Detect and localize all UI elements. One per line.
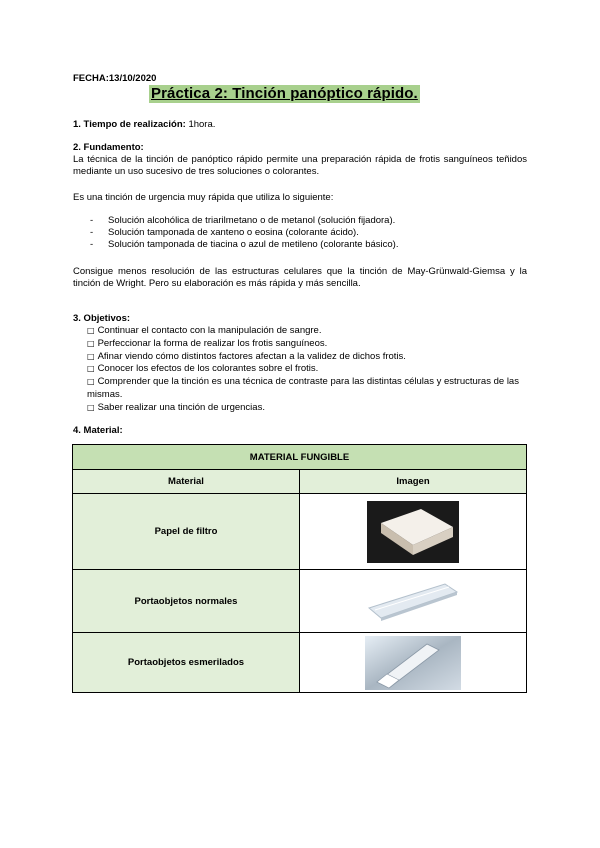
checkbox-glyph-icon: □ xyxy=(87,402,95,412)
material-name: Papel de filtro xyxy=(73,494,300,570)
fundamento-paragraph-3: Consigue menos resolución de las estructuras celulares que la tinción de May-Grünwald-Giemsa y la tinción de Wright. Pero su elaboración es más rápida y más sencilla. xyxy=(73,266,527,289)
list-item: □ Conocer los efectos de los colorantes sobre el frotis. xyxy=(87,363,319,375)
list-item: □ Continuar el contacto con la manipulación de sangre. xyxy=(87,325,322,336)
solutions-list xyxy=(90,215,398,251)
objectives-list xyxy=(87,325,537,415)
column-header-imagen: Imagen xyxy=(300,470,527,494)
checkbox-glyph-icon: □ xyxy=(87,364,95,374)
material-table xyxy=(72,444,527,693)
table-title: MATERIAL FUNGIBLE xyxy=(73,445,527,470)
section-time-label: 1. Tiempo de realización: xyxy=(73,119,186,130)
table-row xyxy=(73,494,527,570)
section-material-label: 4. Material: xyxy=(73,425,123,436)
list-item: - Solución tamponada de tiacina o azul de metileno (colorante básico). xyxy=(90,239,398,251)
date-label: FECHA:13/10/2020 xyxy=(73,73,157,84)
section-fundamento-label: 2. Fundamento: xyxy=(73,142,144,153)
table-row xyxy=(73,633,527,693)
section-time-value: 1hora. xyxy=(185,119,216,130)
checkbox-glyph-icon: □ xyxy=(87,338,95,348)
page-title: Práctica 2: Tinción panóptico rápido. xyxy=(151,85,418,102)
filter-paper-image xyxy=(300,494,527,570)
list-item: □ Saber realizar una tinción de urgencias. xyxy=(87,401,265,413)
checkbox-glyph-icon: □ xyxy=(87,326,95,335)
frosted-slide-image xyxy=(300,633,527,693)
checkbox-glyph-icon: □ xyxy=(87,351,95,361)
list-item: - Solución alcohólica de triarilmetano o de metanol (solución fijadora). xyxy=(90,215,398,227)
fundamento-paragraph-2: Es una tinción de urgencia muy rápida que utiliza lo siguiente: xyxy=(73,192,334,203)
checkbox-glyph-icon: □ xyxy=(87,377,95,387)
fundamento-paragraph-1: La técnica de la tinción de panóptico rápido permite una preparación rápida de frotis sanguíneos teñidos mediante un uso sucesivo de tres soluciones o colorantes. xyxy=(73,154,527,177)
material-name: Portaobjetos normales xyxy=(73,570,300,633)
list-item: - Solución tamponada de xanteno o eosina (colorante ácido). xyxy=(90,227,398,239)
list-item: □ Perfeccionar la forma de realizar los frotis sanguíneos. xyxy=(87,337,328,349)
section-objetivos-label: 3. Objetivos: xyxy=(73,313,131,324)
list-item: □ Comprender que la tinción es una técnica de contraste para las distintas células y estructuras de las mismas. xyxy=(87,376,519,400)
material-name: Portaobjetos esmerilados xyxy=(73,633,300,693)
section-time xyxy=(73,119,215,130)
list-item: □ Afinar viendo cómo distintos factores afectan a la validez de dichos frotis. xyxy=(87,350,406,362)
table-row xyxy=(73,570,527,633)
slide-image xyxy=(300,570,527,633)
column-header-material: Material xyxy=(73,470,300,494)
